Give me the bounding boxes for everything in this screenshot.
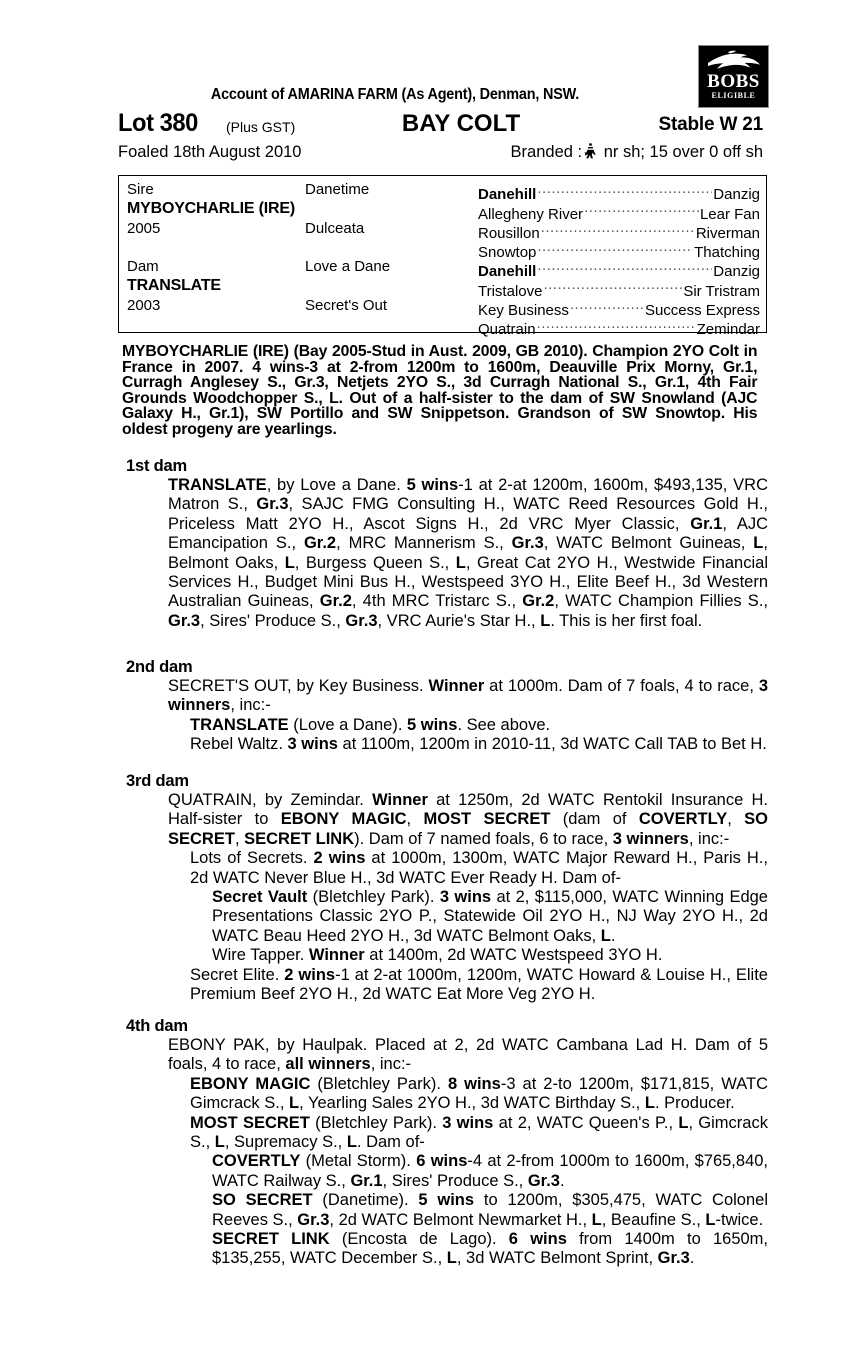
pedigree-grandparent-name: Key Business xyxy=(478,302,569,320)
pedigree-left-row xyxy=(127,296,477,315)
pedigree-grandparent-name: Danehill xyxy=(478,263,537,281)
pedigree-right-column xyxy=(478,180,760,339)
pedigree-entry: SECRET'S OUT, by Key Business. Winner at 1000m. Dam of 7 foals, 4 to race, 3 winners, inc:- xyxy=(168,677,769,715)
branded-description xyxy=(511,142,763,162)
pedigree-left-label: 2005 xyxy=(127,219,161,237)
branded-detail: nr sh; 15 over 0 off sh xyxy=(603,143,763,161)
pedigree-great-grandparent-name: Danzig xyxy=(713,186,760,204)
leader-dots xyxy=(537,257,712,276)
dam-section-heading: 1st dam xyxy=(126,457,187,475)
lot-gst-note: (Plus GST) xyxy=(226,119,296,135)
pedigree-great-grandparent-name: Success Express xyxy=(644,302,760,320)
pedigree-parent-name: Love a Dane xyxy=(305,258,391,276)
pedigree-entry: Lots of Secrets. 2 wins at 1000m, 1300m, WATC Major Reward H., Paris H., 2d WATC Never Blue H., 3d WATC Ever Ready H. Dam of- xyxy=(190,849,769,887)
pedigree-left-row xyxy=(127,238,477,257)
dam-section-heading: 4th dam xyxy=(126,1017,188,1035)
pedigree-great-grandparent-name: Sir Tristram xyxy=(683,282,760,300)
foaled-date: Foaled 18th August 2010 xyxy=(118,143,302,161)
pedigree-entry: EBONY PAK, by Haulpak. Placed at 2, 2d WATC Cambana Lad H. Dam of 5 foals, 4 to race, all winners, inc:- xyxy=(168,1036,768,1074)
pedigree-great-grandparent-name: Zemindar xyxy=(696,321,760,339)
pedigree-left-row xyxy=(127,257,477,276)
colour-and-sex: BAY COLT xyxy=(401,110,521,137)
pedigree-grandparent-name: Tristalove xyxy=(478,282,543,300)
pedigree-entry: EBONY MAGIC (Bletchley Park). 8 wins-3 at 2-to 1200m, $171,815, WATC Gimcrack S., L, Yearling Sales 2YO H., 3d WATC Birthday S., L. Producer. xyxy=(190,1074,768,1113)
dam-section-body xyxy=(122,476,768,631)
pedigree-left-label: Sire xyxy=(127,181,154,198)
dam-section-heading: 2nd dam xyxy=(126,658,193,676)
lot-number: Lot 380 xyxy=(118,109,198,137)
pedigree-grandparent-row xyxy=(478,180,760,204)
horse-head-icon xyxy=(706,50,762,71)
bobs-wordmark: BOBS xyxy=(707,71,760,92)
pedigree-left-label: 2003 xyxy=(127,296,161,314)
leader-dots xyxy=(537,315,696,334)
leader-dots xyxy=(537,238,693,257)
pedigree-grandparent-name: Quatrain xyxy=(478,321,536,339)
pedigree-subject-name: MYBOYCHARLIE (IRE) xyxy=(127,200,295,218)
dam-section-body xyxy=(122,1036,768,1269)
leader-dots xyxy=(543,276,682,295)
pedigree-parent-name: Danetime xyxy=(305,181,370,198)
pedigree-entry: COVERTLY (Metal Storm). 6 wins-4 at 2-from 1000m to 1600m, $765,840, WATC Railway S., Gr.1, Sires' Produce S., Gr.3. xyxy=(212,1152,769,1190)
branded-label: Branded : xyxy=(510,143,583,161)
sire-description-paragraph: MYBOYCHARLIE (IRE) (Bay 2005-Stud in Aust. 2009, GB 2010). Champion 2YO Colt in France in 2007. 4 wins-3 at 2-from 1200m to 1600m, Deauville Prix Morny, Gr.1, Curragh Anglesey S., Gr.3, Netjets 2YO S., 3d Curragh National S., Gr.1, 4th Fair Grounds Woodchopper S., L. Out of a half-sister to the dam of SW Snowland (AJC Galaxy H., Gr.1), SW Portillo and SW Snippetson. Grandson of SW Snowtop. His oldest progeny are yearlings. xyxy=(122,343,758,438)
leader-dots xyxy=(584,199,699,218)
lot-header-row xyxy=(118,110,763,138)
pedigree-entry: SO SECRET (Danetime). 5 wins to 1200m, $305,475, WATC Colonel Reeves S., Gr.3, 2d WATC Belmont Newmarket H., L, Beaufine S., L-twice. xyxy=(212,1191,769,1229)
pedigree-entry: QUATRAIN, by Zemindar. Winner at 1250m, 2d WATC Rentokil Insurance H. Half-sister to EBONY MAGIC, MOST SECRET (dam of COVERTLY, SO SECRET, SECRET LINK). Dam of 7 named foals, 6 to race, 3 winners, inc:- xyxy=(168,791,768,848)
pedigree-parent-name: Secret's Out xyxy=(305,296,388,314)
dam-section-body xyxy=(122,677,768,755)
pedigree-entry: Rebel Waltz. 3 wins at 1100m, 1200m in 2010-11, 3d WATC Call TAB to Bet H. xyxy=(190,735,767,754)
pedigree-great-grandparent-name: Thatching xyxy=(694,244,760,262)
dam-section-heading: 3rd dam xyxy=(126,772,189,790)
pedigree-left-column xyxy=(127,180,477,334)
pedigree-grandparent-name: Allegheny River xyxy=(478,205,584,223)
pedigree-entry: TRANSLATE, by Love a Dane. 5 wins-1 at 2-at 1200m, 1600m, $493,135, VRC Matron S., Gr.3, SAJC FMG Consulting H., WATC Reed Resources Gold H., Priceless Matt 2YO H., Ascot Signs H., 2d VRC Myer Classic, Gr.1, AJC Emancipation S., Gr.2, MRC Mannerism S., Gr.3, WATC Belmont Guineas, L, Belmont Oaks, L, Burgess Queen S., L, Great Cat 2YO H., Westwide Financial Services H., Budget Mini Bus H., Westspeed 3YO H., Elite Beef H., 3d Western Australian Guineas, Gr.2, 4th MRC Tristarc S., Gr.2, WATC Champion Fillies S., Gr.3, Sires' Produce S., Gr.3, VRC Aurie's Star H., L. This is her first foal. xyxy=(168,476,769,630)
pedigree-left-row xyxy=(127,180,477,199)
dam-section-body xyxy=(122,791,768,1004)
pedigree-parent-name: Dulceata xyxy=(305,219,365,237)
pedigree-great-grandparent-name: Lear Fan xyxy=(699,205,760,223)
pedigree-entry: TRANSLATE (Love a Dane). 5 wins. See above. xyxy=(190,715,551,734)
leader-dots xyxy=(537,180,712,199)
pedigree-great-grandparent-name: Danzig xyxy=(713,263,760,281)
pedigree-entry: Secret Vault (Bletchley Park). 3 wins at 2, $115,000, WATC Winning Edge Presentations Classic 2YO P., Statewide Oil 2YO H., NJ Way 2YO H., 2d WATC Beau Heed 2YO H., 3d WATC Belmont Oaks, L. xyxy=(212,888,768,945)
pedigree-grandparent-name: Rousillon xyxy=(478,224,540,242)
pedigree-entry: Secret Elite. 2 wins-1 at 2-at 1000m, 1200m, WATC Howard & Louise H., Elite Premium Beef 2YO H., 2d WATC Eat More Veg 2YO H. xyxy=(190,965,768,1004)
bobs-eligible-subtitle: ELIGIBLE xyxy=(711,91,756,100)
account-line: Account of AMARINA FARM (As Agent), Denman, NSW. xyxy=(210,86,580,103)
pedigree-table xyxy=(118,175,767,339)
pedigree-entry: Wire Tapper. Winner at 1400m, 2d WATC Westspeed 3YO H. xyxy=(212,946,663,965)
pedigree-left-label: Dam xyxy=(127,258,159,276)
pedigree-entry: MOST SECRET (Bletchley Park). 3 wins at 2, WATC Queen's P., L, Gimcrack S., L, Supremacy S., L. Dam of- xyxy=(190,1113,768,1152)
brand-symbol-icon xyxy=(583,142,598,160)
pedigree-left-row xyxy=(127,276,477,295)
leader-dots xyxy=(570,296,644,315)
pedigree-great-grandparent-name: Riverman xyxy=(695,224,760,242)
pedigree-grandparent-name: Danehill xyxy=(478,186,537,204)
pedigree-grandparent-name: Snowtop xyxy=(478,244,537,262)
stable-number: Stable W 21 xyxy=(658,114,763,135)
foaled-branded-row xyxy=(118,142,763,164)
pedigree-entry: SECRET LINK (Encosta de Lago). 6 wins from 1400m to 1650m, $135,255, WATC December S., L, 3d WATC Belmont Sprint, Gr.3. xyxy=(212,1230,769,1268)
pedigree-left-row xyxy=(127,315,477,334)
leader-dots xyxy=(541,219,695,238)
pedigree-left-row xyxy=(127,219,477,238)
pedigree-subject-name: TRANSLATE xyxy=(127,277,221,295)
pedigree-left-row xyxy=(127,199,477,218)
